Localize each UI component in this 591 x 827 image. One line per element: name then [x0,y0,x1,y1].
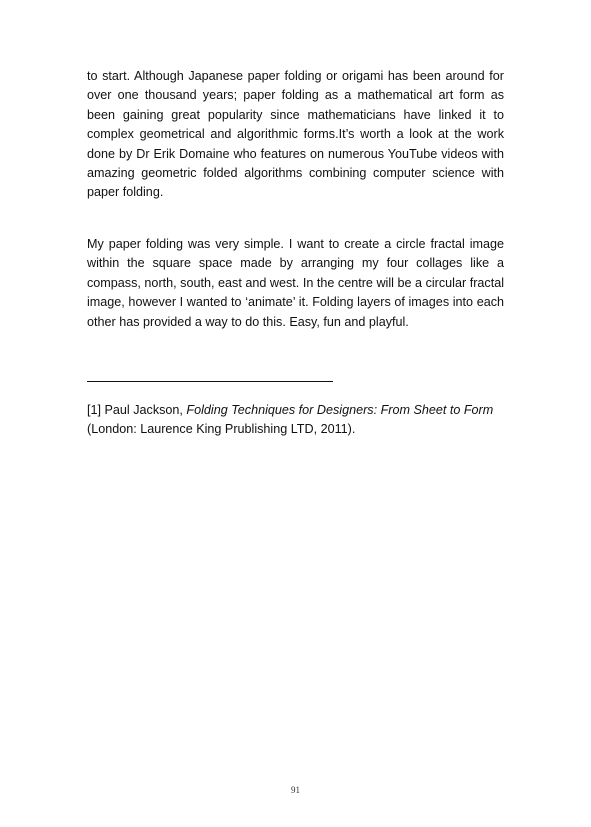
footnote-title: Folding Techniques for Designers: From Sheet to Form [186,403,494,417]
footnote [87,401,507,440]
page-number: 91 [291,785,300,795]
footnote-publication: (London: Laurence King Prublishing LTD, 2011). [87,422,356,437]
footnote-divider [87,381,333,382]
body-paragraph-1: to start. Although Japanese paper folding or origami has been around for over one thousand years; paper folding as a mathematical art form as been gaining great popularity since mathematicians have linked it to complex geometrical and algorithmic forms.It’s worth a look at the work done by Dr Erik Domaine who features on numerous YouTube videos with amazing geometric folded algorithms combining computer science with paper folding. [87,69,504,200]
footnote-author: Paul Jackson, [104,403,183,417]
body-paragraph-2: My paper folding was very simple. I want to create a circle fractal image within the square space made by arranging my four collages like a compass, north, south, east and west. In the centre will be a circular fractal image, however I wanted to ‘animate’ it. Folding layers of images into each other has provided a way to do this. Easy, fun and playful. [87,237,504,329]
footnote-marker: [1] [87,403,102,417]
